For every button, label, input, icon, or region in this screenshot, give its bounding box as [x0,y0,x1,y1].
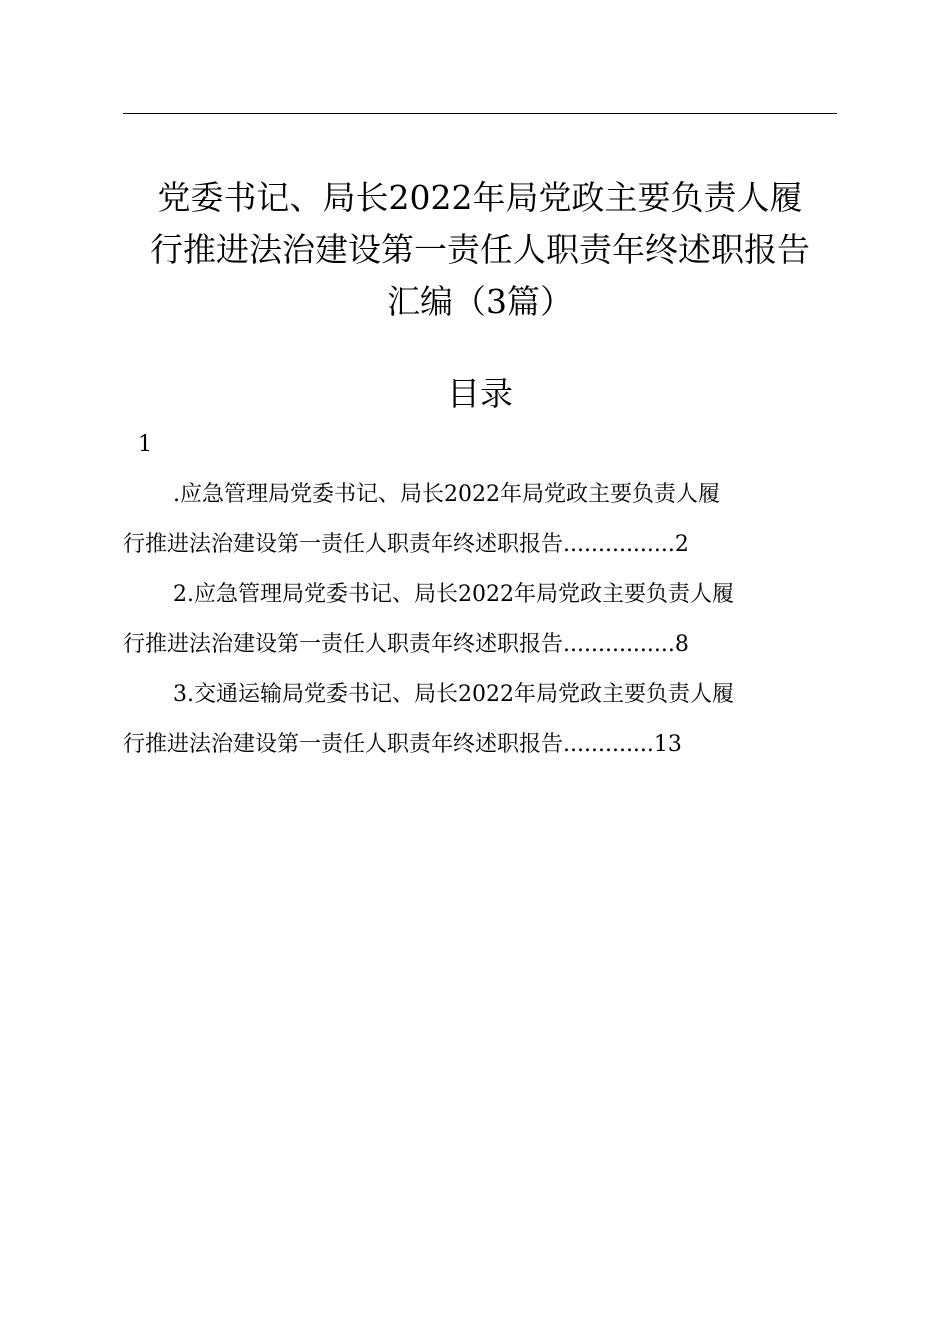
document-title [110,172,850,328]
toc-entry-title: 3.交通运输局党委书记、局长2022年局党政主要负责人履 [173,682,734,707]
toc-entry-title-cont: 行推进法治建设第一责任人职责年终述职报告.............13 [123,732,682,757]
toc-entry[interactable] [123,480,837,560]
toc-entry[interactable] [123,580,837,660]
toc-entry-title-cont: 行推进法治建设第一责任人职责年终述职报告................8 [123,632,689,657]
title-line-1: 党委书记、局长2022年局党政主要负责人履 [157,178,803,217]
title-line-3: 汇编（3篇） [387,282,573,321]
toc-entry-title-cont: 行推进法治建设第一责任人职责年终述职报告................2 [123,532,689,557]
toc-entry-title: .应急管理局党委书记、局长2022年局党政主要负责人履 [173,482,720,507]
toc-entry-title: 2.应急管理局党委书记、局长2022年局党政主要负责人履 [173,582,734,607]
title-line-2: 行推进法治建设第一责任人职责年终述职报告 [150,230,810,269]
toc-stray-number: 1 [138,432,152,457]
toc-heading: 目录 [447,374,513,413]
toc-entry[interactable] [123,680,837,760]
header-rule [123,113,837,114]
